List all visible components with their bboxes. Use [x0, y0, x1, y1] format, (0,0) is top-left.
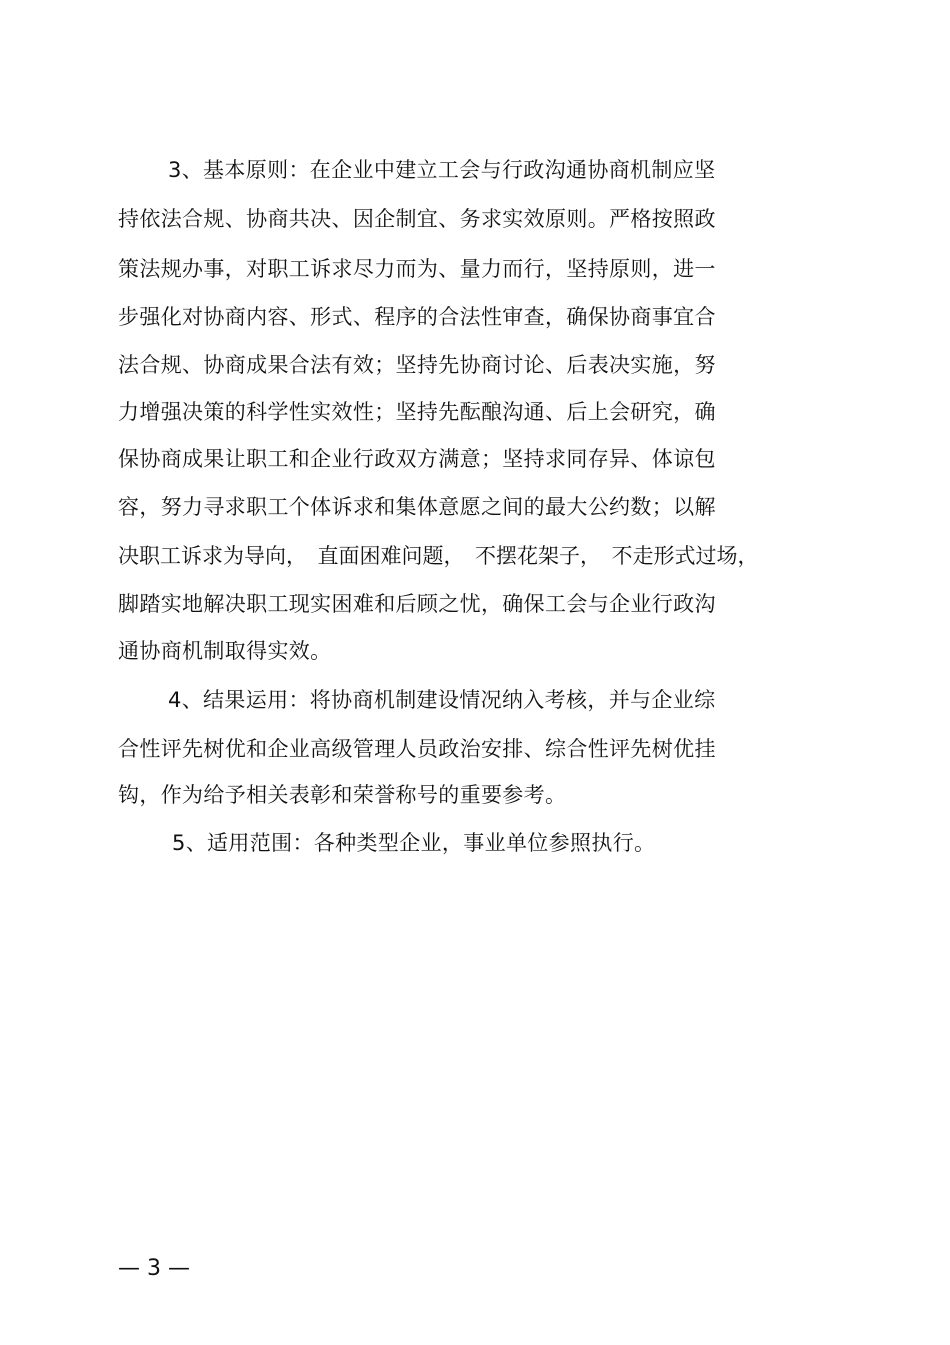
principle-3-line-7: 保协商成果让职工和企业行政双方满意；坚持求同存异、体谅包 — [118, 447, 716, 471]
scope-line: 5、适用范围：各种类型企业，事业单位参照执行。 — [172, 831, 656, 855]
principle-3-line-9: 决职工诉求为导向， 直面困难问题， 不摆花架子， 不走形式过场， — [118, 544, 759, 568]
result-use-line-2: 合性评先树优和企业高级管理人员政治安排、综合性评先树优挂 — [118, 737, 716, 761]
principle-3-line-1: 3、基本原则：在企业中建立工会与行政沟通协商机制应坚 — [168, 158, 716, 182]
principle-3-line-3: 策法规办事，对职工诉求尽力而为、量力而行，坚持原则，进一 — [118, 257, 716, 281]
principle-3-line-2: 持依法合规、协商共决、因企制宜、务求实效原则。严格按照政 — [118, 207, 716, 231]
result-use-line-1: 4、结果运用：将协商机制建设情况纳入考核，并与企业综 — [168, 688, 716, 712]
principle-3-line-8: 容，努力寻求职工个体诉求和集体意愿之间的最大公约数；以解 — [118, 495, 716, 519]
principle-3-line-6: 力增强决策的科学性实效性；坚持先酝酿沟通、后上会研究，确 — [118, 400, 716, 424]
principle-3-line-11: 通协商机制取得实效。 — [118, 639, 332, 663]
page-number: — 3 — — [118, 1256, 190, 1281]
result-use-line-3: 钩，作为给予相关表彰和荣誉称号的重要参考。 — [118, 783, 567, 807]
principle-3-line-5: 法合规、协商成果合法有效；坚持先协商讨论、后表决实施，努 — [118, 353, 716, 377]
principle-3-line-10: 脚踏实地解决职工现实困难和后顾之忧，确保工会与企业行政沟 — [118, 592, 716, 616]
principle-3-line-4: 步强化对协商内容、形式、程序的合法性审查，确保协商事宜合 — [118, 305, 716, 329]
